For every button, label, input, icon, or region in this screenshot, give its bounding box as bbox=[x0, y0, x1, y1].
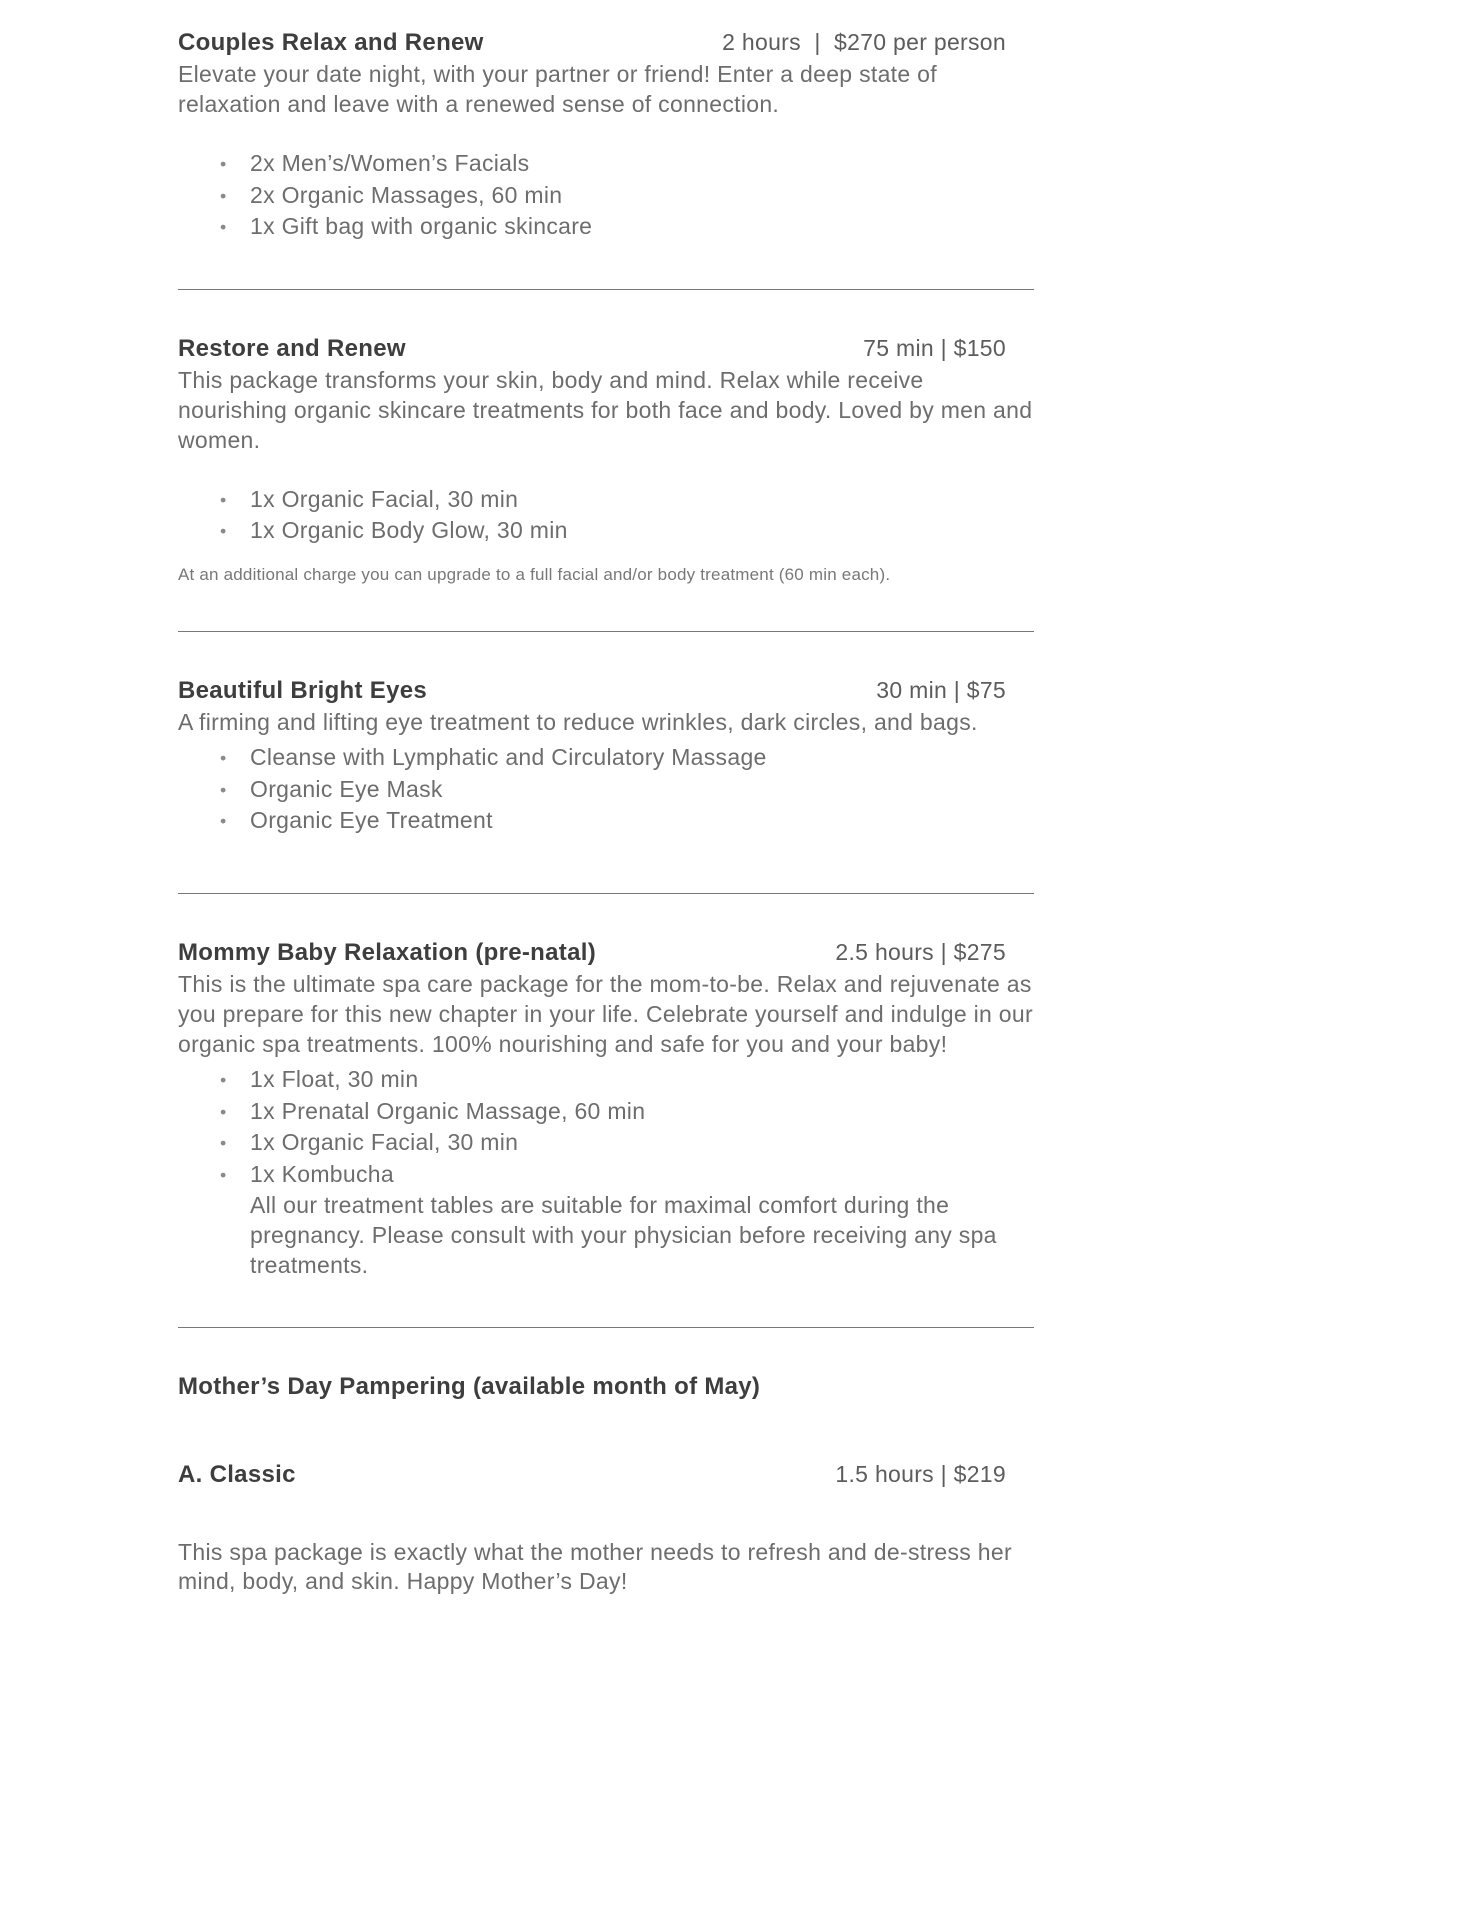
bullet-item: • 1x Organic Facial, 30 min bbox=[178, 484, 1034, 516]
section-divider bbox=[178, 893, 1034, 894]
section-restore-and-renew bbox=[178, 334, 1034, 585]
bullet-item: • 1x Kombucha bbox=[178, 1159, 1034, 1191]
bullet-item: • 1x Organic Body Glow, 30 min bbox=[178, 515, 1034, 547]
section-duration-price: 75 min | $150 bbox=[863, 334, 1006, 361]
section-beautiful-bright-eyes bbox=[178, 676, 1034, 837]
bullet-list bbox=[178, 1064, 1034, 1191]
section-title: Mommy Baby Relaxation (pre-natal) bbox=[178, 939, 596, 967]
section-header bbox=[178, 1372, 1034, 1402]
section-header bbox=[178, 28, 1034, 58]
section-header bbox=[178, 1460, 1034, 1490]
section-description: This package transforms your skin, body and mind. Relax while receive nourishing organic skincare treatments for both face and body. Loved by men and women. bbox=[178, 366, 1033, 453]
section-title: Restore and Renew bbox=[178, 334, 406, 362]
section-description: A firming and lifting eye treatment to reduce wrinkles, dark circles, and bags. bbox=[178, 709, 978, 736]
section-description: This spa package is exactly what the mother needs to refresh and de-stress her mind, body, and skin. Happy Mother’s Day! bbox=[178, 1538, 1012, 1595]
section-title: Mother’s Day Pampering (available month of May) bbox=[178, 1372, 761, 1400]
bullet-item: • 1x Gift bag with organic skincare bbox=[178, 211, 1034, 243]
bullet-item: • 1x Float, 30 min bbox=[178, 1064, 1034, 1096]
bullet-list bbox=[178, 148, 1034, 243]
section-mothers-day-pampering bbox=[178, 1372, 1034, 1402]
bullet-list bbox=[178, 484, 1034, 547]
section-duration-price: 30 min | $75 bbox=[876, 677, 1006, 704]
section-description: This is the ultimate spa care package for the mom-to-be. Relax and rejuvenate as you prepare for this new chapter in your life. Celebrate yourself and indulge in our organic spa treatments. 100% nourishing and safe for you and your baby! bbox=[178, 971, 1033, 1057]
section-header bbox=[178, 938, 1034, 968]
upgrade-note: At an additional charge you can upgrade to a full facial and/or body treatment (60 min each). bbox=[178, 565, 891, 585]
section-divider bbox=[178, 289, 1034, 290]
bullet-item: • Organic Eye Treatment bbox=[178, 805, 1034, 837]
section-duration-price: 1.5 hours | $219 bbox=[835, 1460, 1006, 1487]
menu-content bbox=[178, 28, 1034, 1597]
bullet-item: • 2x Men’s/Women’s Facials bbox=[178, 148, 1034, 180]
bullet-item: • Cleanse with Lymphatic and Circulatory Massage bbox=[178, 742, 1034, 774]
pregnancy-disclaimer: All our treatment tables are suitable for maximal comfort during the pregnancy. Please consult with your physician before receiving any spa treatments. bbox=[250, 1191, 997, 1278]
section-description: Elevate your date night, with your partner or friend! Enter a deep state of relaxation and leave with a renewed sense of connection. bbox=[178, 61, 937, 117]
section-divider bbox=[178, 1327, 1034, 1328]
bullet-list bbox=[178, 742, 1034, 837]
section-a-classic bbox=[178, 1460, 1034, 1598]
section-couples-relax-and-renew bbox=[178, 28, 1034, 243]
section-title: A. Classic bbox=[178, 1460, 296, 1488]
section-duration-price: 2.5 hours | $275 bbox=[835, 939, 1006, 966]
section-header bbox=[178, 676, 1034, 706]
bullet-item: • 2x Organic Massages, 60 min bbox=[178, 180, 1034, 212]
section-header bbox=[178, 334, 1034, 364]
bullet-item: • 1x Prenatal Organic Massage, 60 min bbox=[178, 1096, 1034, 1128]
bullet-item: • 1x Organic Facial, 30 min bbox=[178, 1127, 1034, 1159]
bullet-item: • Organic Eye Mask bbox=[178, 774, 1034, 806]
section-divider bbox=[178, 631, 1034, 632]
section-title: Beautiful Bright Eyes bbox=[178, 677, 428, 705]
section-mommy-baby-relaxation bbox=[178, 938, 1034, 1280]
section-duration-price: 2 hours | $270 per person bbox=[722, 29, 1006, 55]
section-title: Couples Relax and Renew bbox=[178, 29, 484, 56]
